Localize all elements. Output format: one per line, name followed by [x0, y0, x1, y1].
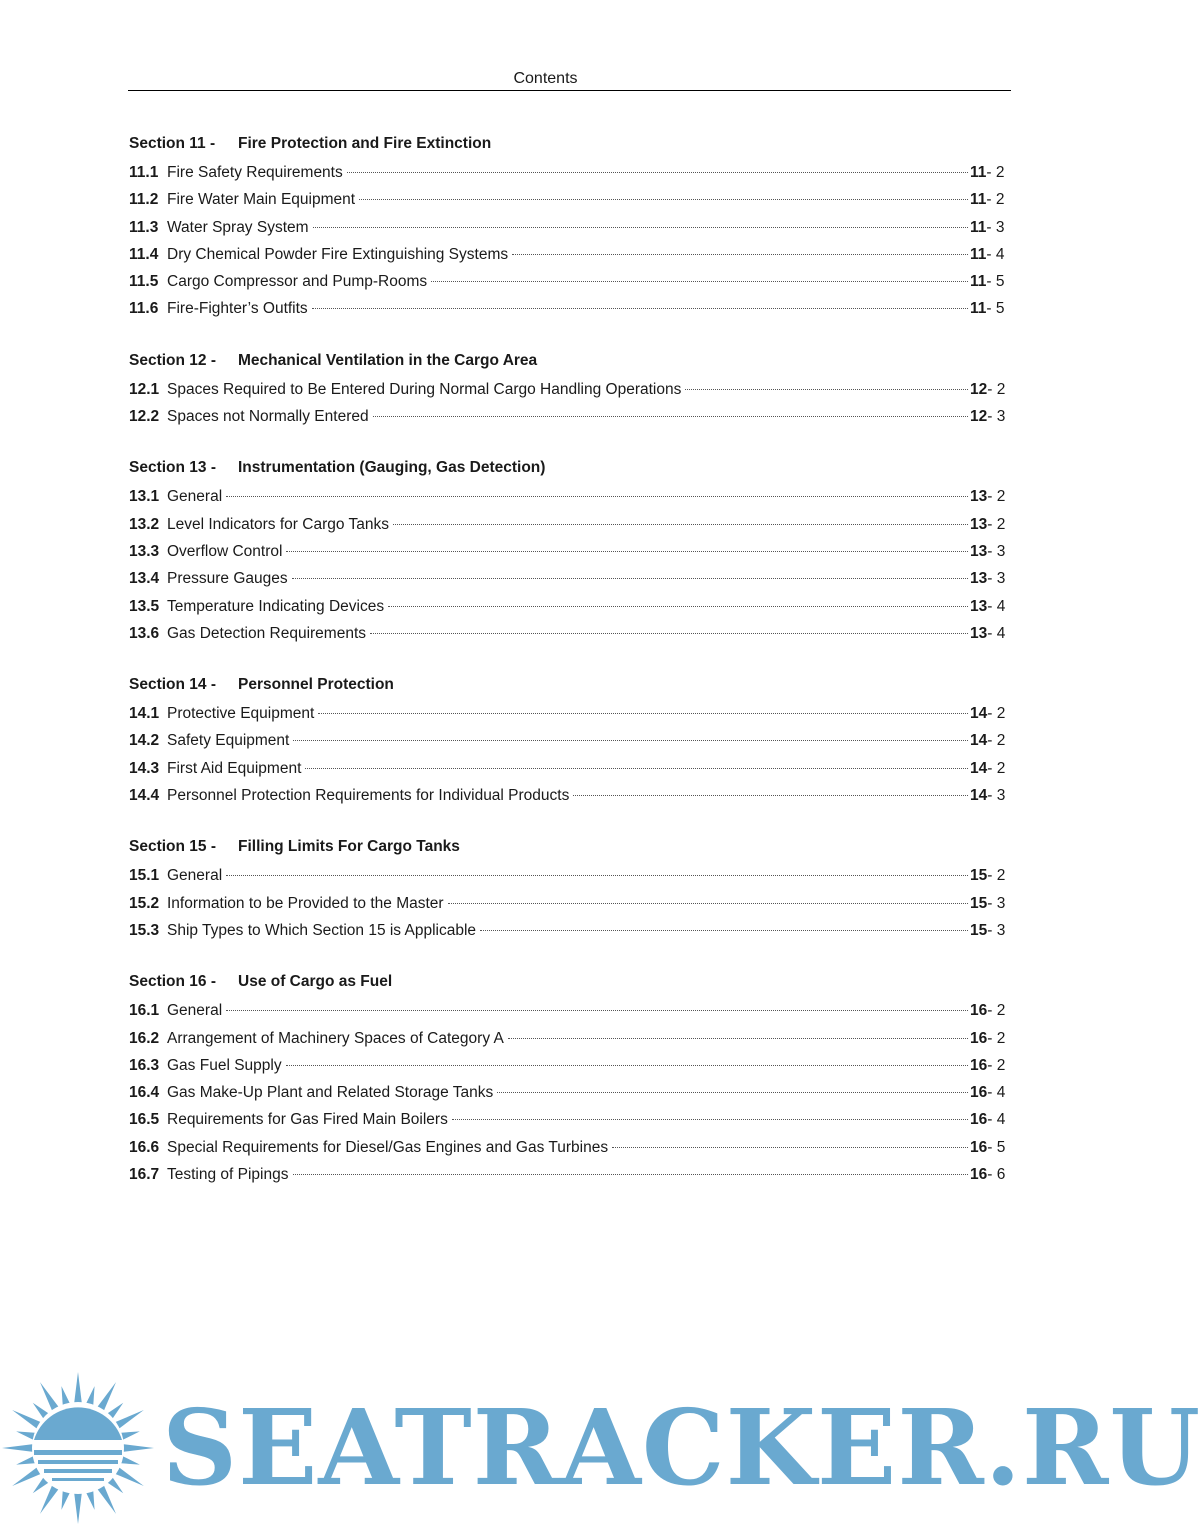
entry-title: Dry Chemical Powder Fire Extinguishing Systems [167, 245, 509, 263]
entry-page [970, 727, 1008, 754]
entry-number: 14.4 [129, 787, 160, 805]
entry-page-section: 16 [970, 1056, 988, 1074]
dot-leader [313, 227, 968, 228]
entry-number: 14.2 [129, 732, 160, 750]
section-heading [129, 970, 1008, 994]
dot-leader [480, 930, 968, 931]
entry-page-number: - 3 [987, 570, 1006, 588]
dot-leader [293, 1174, 969, 1175]
entry-page [970, 890, 1008, 917]
entry-page-number: - 5 [986, 300, 1005, 318]
dot-leader [508, 1038, 968, 1039]
entry-page-number: - 2 [986, 191, 1005, 209]
entry-title: Gas Fuel Supply [167, 1056, 282, 1074]
entry-title: Protective Equipment [167, 705, 315, 723]
entry-page [970, 997, 1008, 1024]
entry-page [970, 782, 1008, 809]
entry-page-section: 13 [970, 515, 988, 533]
entry-page [970, 241, 1008, 268]
entry-number: 11.6 [129, 300, 159, 318]
entry-number: 11.2 [129, 191, 159, 209]
toc-section [129, 456, 1008, 647]
entry-title: General [167, 867, 223, 885]
entry-page-section: 13 [970, 488, 988, 506]
entry-page [970, 1025, 1008, 1052]
dot-leader [373, 416, 968, 417]
dot-leader [286, 1065, 968, 1066]
toc-entry[interactable] [129, 890, 1008, 917]
entry-page [970, 376, 1008, 403]
entry-number: 11.1 [129, 164, 159, 181]
toc-entry[interactable] [129, 593, 1008, 620]
entry-page [970, 511, 1008, 538]
entry-page-number: - 4 [987, 1084, 1006, 1102]
dot-leader [388, 606, 968, 607]
section-title: Filling Limits For Cargo Tanks [238, 838, 460, 856]
entry-page-section: 11 [970, 164, 987, 181]
entry-number: 11.5 [129, 273, 159, 291]
toc-entry[interactable] [129, 565, 1008, 592]
entry-number: 14.1 [129, 705, 160, 723]
entry-number: 14.3 [129, 759, 160, 777]
entry-title: General [167, 488, 223, 506]
entry-title: Personnel Protection Requirements for Individual Products [167, 787, 570, 805]
entry-page-section: 11 [970, 218, 987, 236]
entry-page-number: - 3 [987, 787, 1006, 805]
entry-number: 16.7 [129, 1166, 160, 1184]
section-title: Use of Cargo as Fuel [238, 973, 393, 991]
entry-number: 16.1 [129, 1002, 160, 1020]
entry-number: 13.6 [129, 624, 160, 642]
section-title: Instrumentation (Gauging, Gas Detection) [238, 459, 546, 477]
entry-title: Overflow Control [167, 542, 283, 560]
entry-title: Fire-Fighter’s Outfits [167, 300, 308, 318]
section-heading [129, 456, 1008, 480]
entry-page-number: - 2 [987, 732, 1006, 750]
page-title: Contents [513, 70, 578, 87]
entry-page-number: - 2 [987, 867, 1006, 885]
entry-page [970, 755, 1008, 782]
entry-page [970, 403, 1008, 430]
page-header [128, 68, 1011, 91]
dot-leader [685, 389, 968, 390]
entry-page-number: - 2 [987, 380, 1006, 398]
entry-number: 13.2 [129, 515, 160, 533]
toc-entry[interactable] [129, 755, 1008, 782]
toc-entry[interactable] [129, 186, 1008, 213]
entry-page [970, 700, 1008, 727]
entry-page-number: - 3 [987, 921, 1006, 939]
entry-page [970, 1161, 1008, 1188]
entry-page-number: - 3 [986, 218, 1005, 236]
entry-page-number: - 6 [987, 1166, 1006, 1184]
entry-title: Ship Types to Which Section 15 is Applicable [167, 921, 477, 939]
entry-page-section: 14 [970, 759, 988, 777]
toc-section [129, 673, 1008, 809]
toc-entry[interactable] [129, 1134, 1008, 1161]
sun-ray [74, 1372, 82, 1404]
entry-number: 16.3 [129, 1056, 160, 1074]
entry-page-section: 16 [970, 1002, 988, 1020]
section-heading [129, 673, 1008, 697]
entry-page [970, 214, 1008, 241]
entry-number: 13.1 [129, 488, 160, 506]
entry-title: Arrangement of Machinery Spaces of Category A [167, 1029, 504, 1047]
section-title: Mechanical Ventilation in the Cargo Area [238, 351, 538, 369]
entry-page-section: 15 [970, 867, 988, 885]
section-label: Section 16 - [129, 973, 216, 991]
dot-leader [226, 496, 968, 497]
entry-page [970, 862, 1008, 889]
entry-page-section: 11 [970, 245, 987, 263]
toc-entry[interactable] [129, 1161, 1008, 1188]
entry-page-number: - 4 [987, 1111, 1006, 1129]
toc-entry[interactable] [129, 620, 1008, 647]
dot-leader [370, 633, 968, 634]
entry-page-section: 16 [970, 1166, 988, 1184]
entry-title: Fire Water Main Equipment [167, 191, 356, 209]
toc-entry[interactable] [129, 511, 1008, 538]
entry-page-section: 15 [970, 921, 988, 939]
entry-page-number: - 3 [987, 542, 1006, 560]
entry-page-section: 13 [970, 624, 988, 642]
toc-entry[interactable] [129, 214, 1008, 241]
toc-entry[interactable] [129, 1052, 1008, 1079]
dot-leader [286, 551, 968, 552]
entry-page-number: - 5 [987, 1138, 1006, 1156]
entry-number: 16.5 [129, 1111, 160, 1129]
entry-title: Spaces Required to Be Entered During Normal Cargo Handling Operations [167, 380, 682, 398]
section-title: Fire Protection and Fire Extinction [238, 135, 492, 152]
section-heading [129, 349, 1008, 373]
toc-section [129, 835, 1008, 944]
toc-entry[interactable] [129, 538, 1008, 565]
entry-page-number: - 2 [987, 488, 1006, 506]
toc-entry[interactable] [129, 997, 1008, 1024]
toc-section [129, 970, 1008, 1188]
dot-leader [431, 281, 968, 282]
entry-page-number: - 4 [987, 624, 1006, 642]
entry-page [970, 917, 1008, 944]
entry-page-number: - 5 [986, 273, 1005, 291]
entry-number: 15.2 [129, 894, 160, 912]
entry-page-section: 11 [970, 191, 987, 209]
entry-page [970, 1052, 1008, 1079]
entry-page [970, 295, 1008, 322]
dot-leader [448, 903, 968, 904]
toc-entry[interactable] [129, 295, 1008, 322]
toc-entry[interactable] [129, 403, 1008, 430]
entry-number: 13.5 [129, 597, 160, 615]
entry-page-number: - 2 [987, 705, 1006, 723]
entry-page [970, 565, 1008, 592]
entry-page-section: 12 [970, 408, 988, 426]
toc-entry[interactable] [129, 727, 1008, 754]
entry-title: Level Indicators for Cargo Tanks [167, 515, 389, 533]
entry-number: 12.2 [129, 408, 160, 426]
entry-page-section: 11 [970, 273, 987, 291]
dot-leader [347, 172, 968, 173]
entry-title: Water Spray System [167, 218, 309, 236]
dot-leader [226, 1010, 968, 1011]
entry-number: 13.3 [129, 542, 160, 560]
toc-entry[interactable] [129, 700, 1008, 727]
dot-leader [226, 875, 968, 876]
entry-page-section: 16 [970, 1029, 988, 1047]
entry-title: Temperature Indicating Devices [167, 597, 385, 615]
entry-page-section: 16 [970, 1084, 988, 1102]
entry-page [970, 1106, 1008, 1133]
entry-page-number: - 2 [987, 1056, 1006, 1074]
entry-page-number: - 2 [987, 1002, 1006, 1020]
section-heading [129, 132, 1008, 156]
entry-title: Gas Detection Requirements [167, 624, 367, 642]
entry-title: Cargo Compressor and Pump-Rooms [167, 273, 428, 291]
dot-leader [612, 1147, 968, 1148]
entry-page [970, 620, 1008, 647]
entry-page-section: 12 [970, 380, 988, 398]
dot-leader [452, 1119, 968, 1120]
dot-leader [312, 308, 968, 309]
entry-page-section: 16 [970, 1138, 988, 1156]
entry-page-section: 14 [970, 787, 988, 805]
entry-page-section: 16 [970, 1111, 988, 1129]
entry-page [970, 483, 1008, 510]
entry-number: 13.4 [129, 570, 160, 588]
section-label: Section 12 - [129, 351, 216, 369]
entry-page [970, 1079, 1008, 1106]
sun-ray [122, 1444, 154, 1452]
entry-page-number: - 4 [987, 597, 1006, 615]
entry-page [970, 268, 1008, 295]
entry-page [970, 538, 1008, 565]
section-label: Section 11 - [129, 135, 216, 152]
toc-entry[interactable] [129, 241, 1008, 268]
section-label: Section 14 - [129, 676, 216, 694]
toc-entry[interactable] [129, 862, 1008, 889]
entry-title: Gas Make-Up Plant and Related Storage Tanks [167, 1084, 494, 1102]
toc-entry[interactable] [129, 1106, 1008, 1133]
entry-number: 12.1 [129, 380, 160, 398]
entry-title: Information to be Provided to the Master [167, 894, 444, 912]
entry-page-number: - 2 [987, 759, 1006, 777]
entry-title: Requirements for Gas Fired Main Boilers [167, 1111, 448, 1129]
entry-title: Testing of Pipings [167, 1166, 289, 1184]
dot-leader [292, 578, 968, 579]
toc-entry[interactable] [129, 268, 1008, 295]
dot-leader [293, 740, 968, 741]
entry-title: Pressure Gauges [167, 570, 288, 588]
entry-page [970, 159, 1008, 186]
entry-page-number: - 2 [987, 515, 1006, 533]
toc-section [129, 132, 1008, 323]
entry-page-section: 11 [970, 300, 987, 318]
section-title: Personnel Protection [238, 676, 394, 694]
entry-number: 16.2 [129, 1029, 160, 1047]
entry-page-number: - 3 [987, 894, 1006, 912]
entry-page [970, 1134, 1008, 1161]
toc-section [129, 349, 1008, 431]
entry-number: 11.3 [129, 218, 159, 236]
dot-leader [359, 199, 968, 200]
entry-page-number: - 2 [986, 164, 1005, 181]
entry-number: 11.4 [129, 245, 159, 263]
section-heading [129, 835, 1008, 859]
toc-entry[interactable] [129, 483, 1008, 510]
sun-ray [2, 1444, 34, 1452]
entry-page-section: 14 [970, 732, 988, 750]
dot-leader [318, 713, 968, 714]
entry-number: 15.3 [129, 921, 160, 939]
entry-number: 15.1 [129, 867, 160, 885]
entry-page-section: 13 [970, 597, 988, 615]
entry-page-section: 13 [970, 570, 988, 588]
entry-number: 16.4 [129, 1084, 160, 1102]
table-of-contents [129, 132, 1008, 1214]
entry-page-number: - 3 [987, 408, 1006, 426]
dot-leader [305, 768, 968, 769]
toc-entry[interactable] [129, 1079, 1008, 1106]
sun-over-sea-icon [2, 1372, 154, 1524]
entry-page-number: - 4 [986, 245, 1005, 263]
entry-page-section: 13 [970, 542, 988, 560]
dot-leader [512, 254, 968, 255]
dot-leader [393, 524, 968, 525]
entry-page [970, 186, 1008, 213]
toc-entry[interactable] [129, 1025, 1008, 1052]
toc-entry[interactable] [129, 376, 1008, 403]
entry-title: Safety Equipment [167, 732, 290, 750]
toc-entry[interactable] [129, 917, 1008, 944]
entry-number: 16.6 [129, 1138, 160, 1156]
entry-page [970, 593, 1008, 620]
watermark-text: SEATRACKER.RU [162, 1386, 1201, 1509]
entry-page-number: - 2 [987, 1029, 1006, 1047]
entry-page-section: 15 [970, 894, 988, 912]
dot-leader [497, 1092, 968, 1093]
toc-entry[interactable] [129, 159, 1008, 186]
entry-page-section: 14 [970, 705, 988, 723]
sun-ray [74, 1492, 82, 1524]
dot-leader [573, 795, 968, 796]
entry-title: First Aid Equipment [167, 759, 302, 777]
entry-title: Special Requirements for Diesel/Gas Engines and Gas Turbines [167, 1138, 609, 1156]
entry-title: Spaces not Normally Entered [167, 408, 369, 426]
section-label: Section 15 - [129, 838, 216, 856]
section-label: Section 13 - [129, 459, 216, 477]
toc-entry[interactable] [129, 782, 1008, 809]
entry-title: Fire Safety Requirements [167, 164, 343, 181]
entry-title: General [167, 1002, 223, 1020]
